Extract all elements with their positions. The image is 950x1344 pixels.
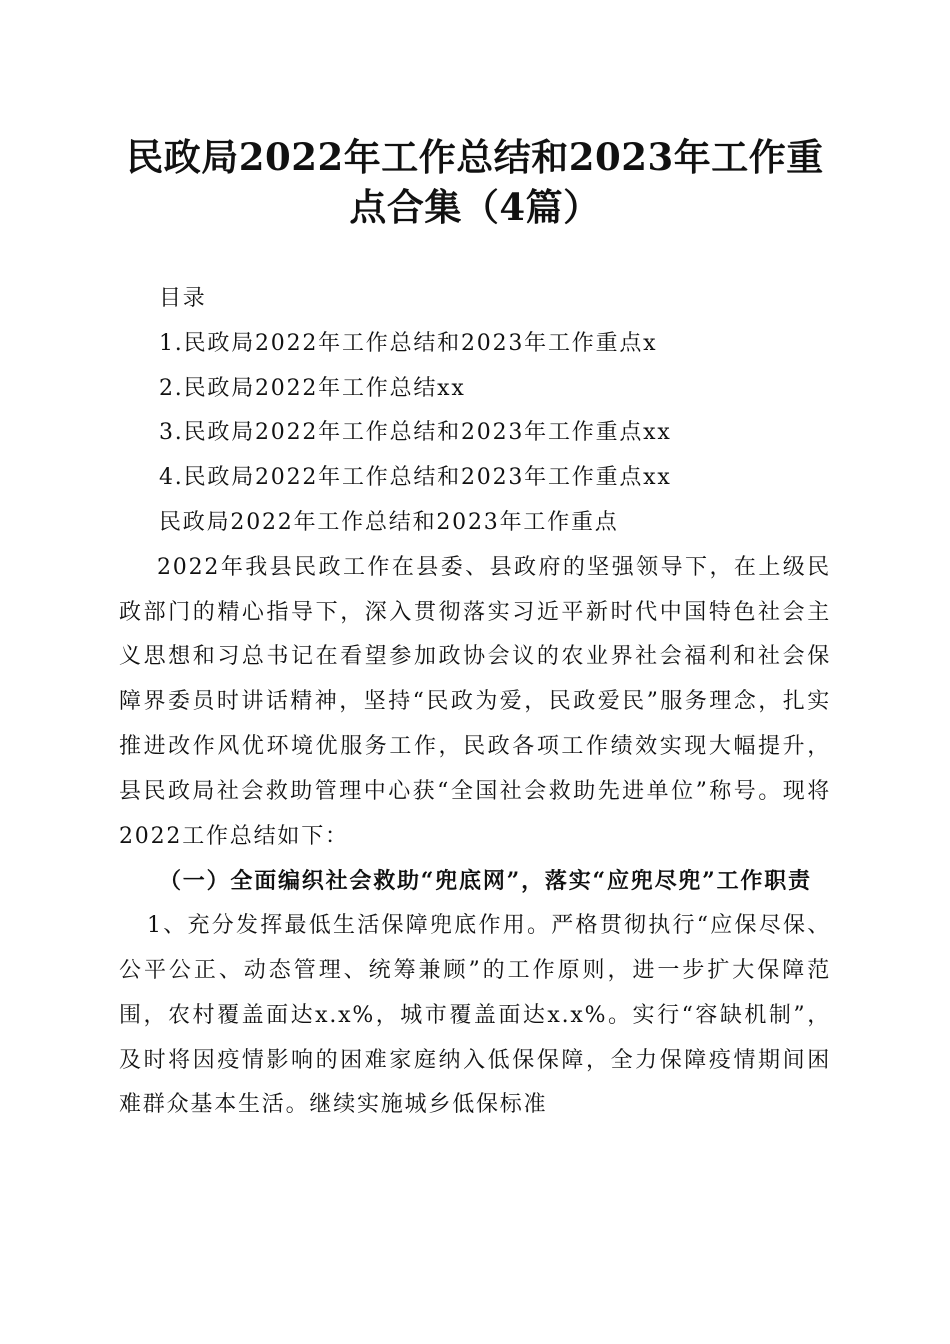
document-title: 民政局2022年工作总结和2023年工作重点合集（4篇） (126, 135, 824, 229)
toc-item: 2.民政局2022年工作总结xx (159, 375, 466, 401)
toc-item: 4.民政局2022年工作总结和2023年工作重点xx (159, 465, 672, 491)
section-heading: （一）全面编织社会救助“兜底网”，落实“应兜尽兜”工作职责 (159, 868, 812, 895)
toc-heading: 目录 (159, 286, 207, 311)
intro-paragraph: 2022年我县民政工作在县委、县政府的坚强领导下，在上级民政部门的精心指导下，深入贯彻落实习近平新时代中国特色社会主义思想和习总书记在看望参加政协会议的农业界社会福利和社会保障界委员时讲话精神，坚持“民政为爱，民政爱民”服务理念，扎实推进改作风优环境优服务工作，民政各项工作绩效实现大幅提升，县民政局社会救助管理中心获“全国社会救助先进单位”称号。现将2022工作总结如下： (119, 554, 831, 849)
document-body (119, 277, 831, 1128)
toc-item: 1.民政局2022年工作总结和2023年工作重点x (159, 330, 658, 356)
section-title: 民政局2022年工作总结和2023年工作重点 (159, 509, 619, 535)
body-paragraph: 1、充分发挥最低生活保障兜底作用。严格贯彻执行“应保尽保、公平公正、动态管理、统筹兼顾”的工作原则，进一步扩大保障范围，农村覆盖面达x.x%，城市覆盖面达x.x%。实行“容缺机制”，及时将因疫情影响的困难家庭纳入低保保障，全力保障疫情期间困难群众基本生活。继续实施城乡低保标准 (119, 913, 831, 1118)
toc-item: 3.民政局2022年工作总结和2023年工作重点xx (159, 420, 672, 446)
